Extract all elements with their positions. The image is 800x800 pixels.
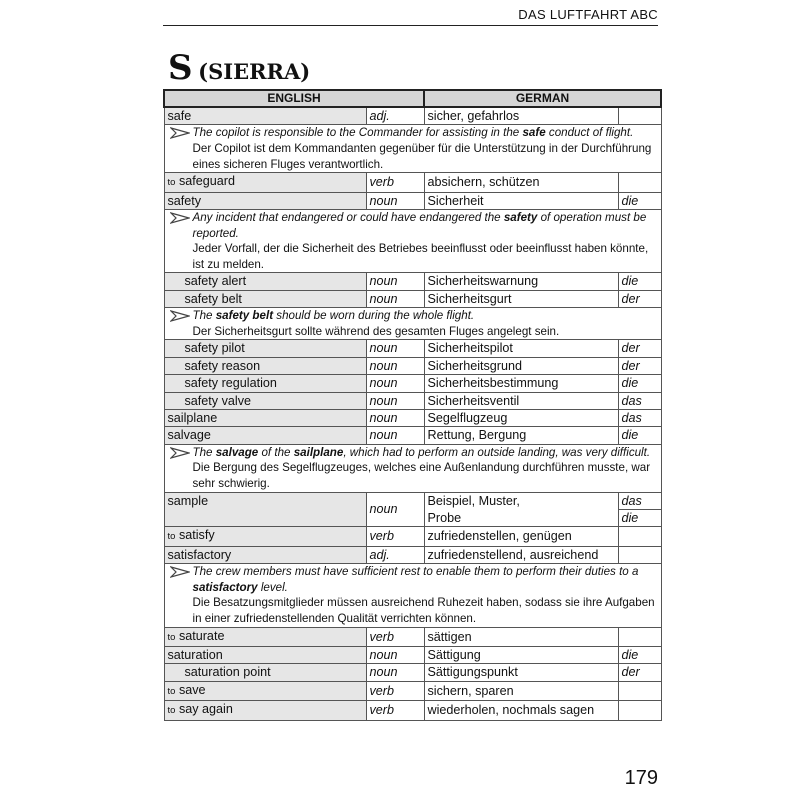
entry-pos: noun xyxy=(366,647,424,664)
entry-pos: adj. xyxy=(366,546,424,563)
entry-english: safety alert xyxy=(164,273,366,290)
example-row xyxy=(164,210,661,273)
entry-english: sailplane xyxy=(164,410,366,427)
plane-arrow-icon xyxy=(170,127,190,139)
table-row xyxy=(164,627,661,646)
example-german: Die Besatzungsmitglieder müssen ausreichend Ruhezeit haben, sodass sie ihre Aufgaben in einer zufriedenstellenden Qualität verrichten können. xyxy=(192,596,655,625)
entry-german: Rettung, Bergung xyxy=(424,427,618,444)
table-row xyxy=(164,375,661,392)
example-english: The crew members must have sufficient rest to enable them to perform their duties to a satisfactory level. xyxy=(192,565,639,594)
section-title xyxy=(168,48,310,94)
entry-article xyxy=(618,627,661,646)
entry-pos: noun xyxy=(366,290,424,307)
entry-pos: verb xyxy=(366,627,424,646)
entry-german: Sicherheitswarnung xyxy=(424,273,618,290)
entry-german: zufriedenstellen, genügen xyxy=(424,527,618,546)
entry-english: safe xyxy=(164,107,366,125)
entry-german: sättigen xyxy=(424,627,618,646)
entry-pos: verb xyxy=(366,527,424,546)
table-row xyxy=(164,173,661,192)
example-row xyxy=(164,125,661,173)
entry-pos: noun xyxy=(366,273,424,290)
column-header-german: GERMAN xyxy=(424,90,661,107)
entry-pos: verb xyxy=(366,173,424,192)
entry-article xyxy=(618,546,661,563)
entry-english: safety regulation xyxy=(164,375,366,392)
entry-pos: adj. xyxy=(366,107,424,125)
table-row xyxy=(164,647,661,664)
running-title: DAS LUFTFAHRT ABC xyxy=(518,7,658,22)
entry-article: das xyxy=(618,392,661,409)
example-english: The safety belt should be worn during the whole flight. xyxy=(192,309,475,323)
section-name: (SIERRA) xyxy=(198,59,311,84)
entry-english: to satisfy xyxy=(164,527,366,546)
entry-german: Sicherheitsgurt xyxy=(424,290,618,307)
entry-english: safety pilot xyxy=(164,340,366,357)
entry-article: die xyxy=(618,273,661,290)
table-row xyxy=(164,357,661,374)
entry-article: der xyxy=(618,357,661,374)
table-row xyxy=(164,427,661,444)
entry-article: die xyxy=(618,192,661,209)
entry-german: Beispiel, Muster, xyxy=(424,492,618,509)
column-header-english: ENGLISH xyxy=(164,90,424,107)
entry-german: Sicherheitsbestimmung xyxy=(424,375,618,392)
entry-article xyxy=(618,173,661,192)
plane-arrow-icon xyxy=(170,447,190,459)
entry-pos: noun xyxy=(366,192,424,209)
entry-english: sample xyxy=(164,492,366,527)
entry-german: Sicherheitspilot xyxy=(424,340,618,357)
table-row xyxy=(164,527,661,546)
table-row xyxy=(164,681,661,700)
entry-pos: noun xyxy=(366,427,424,444)
entry-pos: noun xyxy=(366,410,424,427)
table-row xyxy=(164,664,661,681)
entry-article xyxy=(618,107,661,125)
example-english: The salvage of the sailplane, which had to perform an outside landing, was very difficult. xyxy=(192,445,651,459)
entry-english: safety belt xyxy=(164,290,366,307)
entry-english: to save xyxy=(164,681,366,700)
entry-article: der xyxy=(618,340,661,357)
entry-english: safety valve xyxy=(164,392,366,409)
table-row xyxy=(164,340,661,357)
entry-english: salvage xyxy=(164,427,366,444)
entry-german: Probe xyxy=(424,510,618,527)
column-header-row xyxy=(164,90,661,107)
table-row xyxy=(164,273,661,290)
entry-article: der xyxy=(618,664,661,681)
plane-arrow-icon xyxy=(170,310,190,322)
entry-pos: noun xyxy=(366,392,424,409)
entry-article xyxy=(618,681,661,700)
entry-english: saturation xyxy=(164,647,366,664)
entry-german: sicher, gefahrlos xyxy=(424,107,618,125)
section-letter: S xyxy=(168,48,193,88)
table-row xyxy=(164,546,661,563)
entry-pos: noun xyxy=(366,664,424,681)
entry-german: Segelflugzeug xyxy=(424,410,618,427)
table-row xyxy=(164,492,661,509)
entry-pos: noun xyxy=(366,340,424,357)
plane-arrow-icon xyxy=(170,566,190,578)
table-row xyxy=(164,410,661,427)
entry-pos: noun xyxy=(366,492,424,527)
entry-english: safety xyxy=(164,192,366,209)
table-row xyxy=(164,290,661,307)
example-german: Der Sicherheitsgurt sollte während des gesamten Fluges angelegt sein. xyxy=(192,324,560,338)
entry-german: absichern, schützen xyxy=(424,173,618,192)
example-german: Die Bergung des Segelflugzeuges, welches eine Außenlandung durchführen musste, war sehr schwierig. xyxy=(192,461,651,490)
entry-german: wiederholen, nochmals sagen xyxy=(424,701,618,720)
page-number: 179 xyxy=(624,767,658,789)
entry-german: Sicherheitsventil xyxy=(424,392,618,409)
entry-german: Sättigungspunkt xyxy=(424,664,618,681)
example-row xyxy=(164,564,661,627)
entry-article: das xyxy=(618,492,661,509)
entry-article: der xyxy=(618,290,661,307)
entry-german: zufriedenstellend, ausreichend xyxy=(424,546,618,563)
entry-pos: verb xyxy=(366,681,424,700)
table-row xyxy=(164,392,661,409)
entry-article: die xyxy=(618,375,661,392)
example-english: Any incident that endangered or could have endangered the safety of operation must be reported. xyxy=(192,211,647,240)
table-row xyxy=(164,192,661,209)
entry-german: Sättigung xyxy=(424,647,618,664)
example-row xyxy=(164,308,661,340)
entry-pos: noun xyxy=(366,357,424,374)
example-row xyxy=(164,444,661,492)
entry-english: to safeguard xyxy=(164,173,366,192)
running-head xyxy=(163,7,658,26)
entry-german: Sicherheit xyxy=(424,192,618,209)
entry-pos: verb xyxy=(366,701,424,720)
entry-english: safety reason xyxy=(164,357,366,374)
entry-article: die xyxy=(618,510,661,527)
entry-pos: noun xyxy=(366,375,424,392)
table-row xyxy=(164,107,661,125)
entry-german: sichern, sparen xyxy=(424,681,618,700)
plane-arrow-icon xyxy=(170,212,190,224)
entry-article: das xyxy=(618,410,661,427)
entry-article: die xyxy=(618,427,661,444)
entry-article xyxy=(618,527,661,546)
entry-english: saturation point xyxy=(164,664,366,681)
entry-article: die xyxy=(618,647,661,664)
entry-english: satisfactory xyxy=(164,546,366,563)
dictionary-table xyxy=(163,89,662,721)
example-german: Der Copilot ist dem Kommandanten gegenüber für die Unterstützung in der Durchführung eines sicheren Fluges verantwortlich. xyxy=(192,142,652,171)
example-english: The copilot is responsible to the Commander for assisting in the safe conduct of flight. xyxy=(192,126,634,140)
entry-english: to say again xyxy=(164,701,366,720)
table-row xyxy=(164,701,661,720)
entry-german: Sicherheitsgrund xyxy=(424,357,618,374)
entry-english: to saturate xyxy=(164,627,366,646)
example-german: Jeder Vorfall, der die Sicherheit des Betriebes beeinflusst oder beeinflusst haben könnte, ist zu melden. xyxy=(192,242,649,271)
entry-article xyxy=(618,701,661,720)
